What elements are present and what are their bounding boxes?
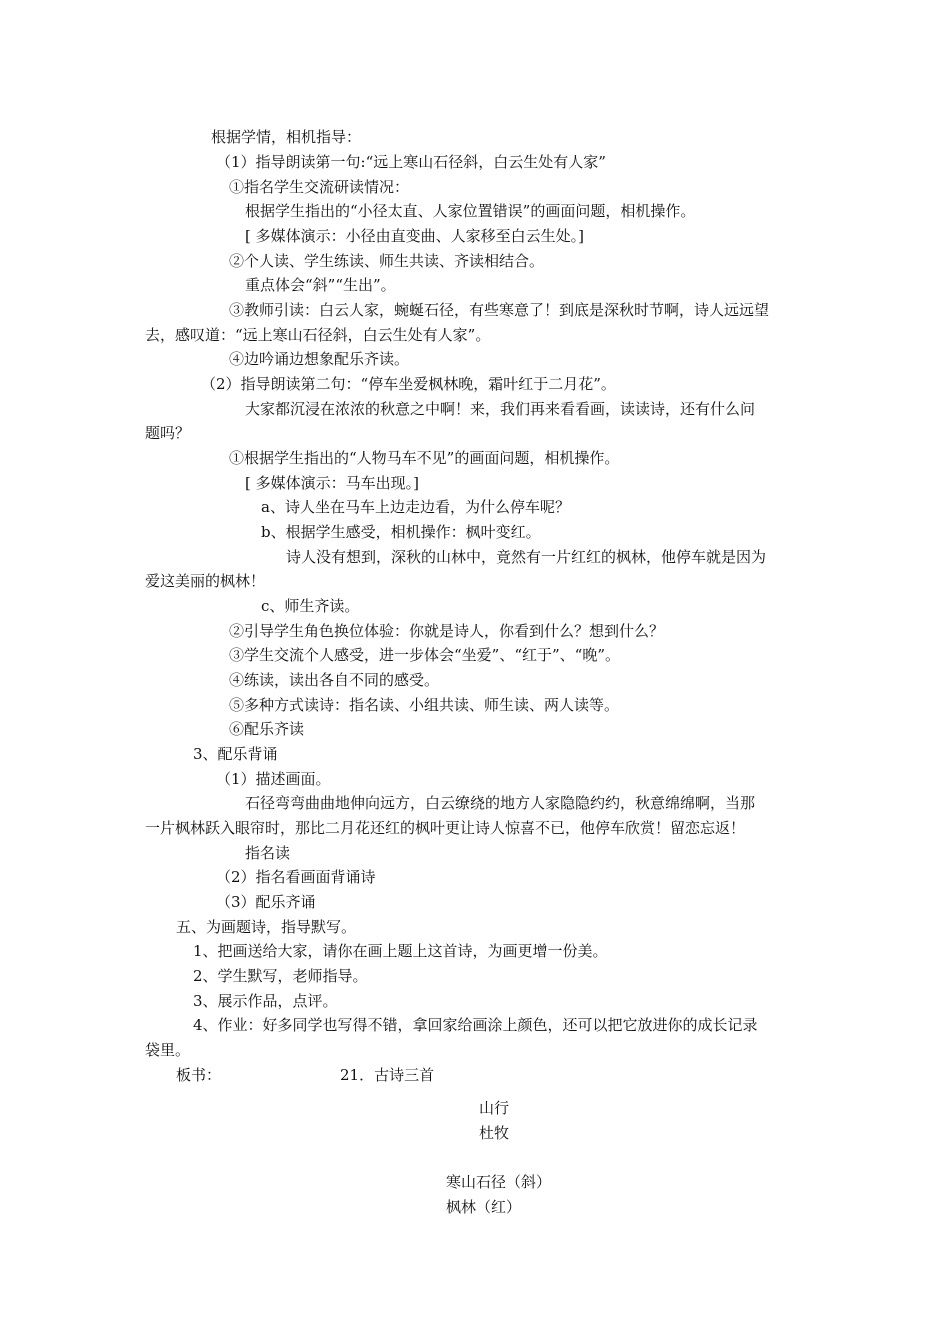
paragraph: 石径弯弯曲曲地伸向远方，白云缭绕的地方人家隐隐约约，秋意绵绵啊，当那 (245, 794, 756, 812)
paragraph: ④练读，读出各自不同的感受。 (229, 671, 440, 689)
paragraph: 一片枫林跃入眼帘时，那比二月花还红的枫叶更让诗人惊喜不已，他停车欣赏！留恋忘返！ (145, 819, 746, 837)
paragraph: c、师生齐读。 (261, 597, 360, 615)
paragraph: 大家都沉浸在浓浓的秋意之中啊！来，我们再来看看画，读读诗，还有什么问 (245, 400, 756, 418)
paragraph: 2、学生默写，老师指导。 (193, 967, 368, 985)
paragraph: 3、展示作品，点评。 (193, 992, 338, 1010)
paragraph: b、根据学生感受，相机操作：枫叶变红。 (261, 523, 541, 541)
paragraph: （1）指导朗读第一句:“远上寒山石径斜，白云生处有人家” (216, 153, 606, 171)
paragraph: ⑤多种方式读诗：指名读、小组共读、师生读、两人读等。 (229, 696, 620, 714)
paragraph: 题吗？ (145, 424, 191, 442)
paragraph: ①指名学生交流研读情况： (229, 178, 410, 196)
paragraph: （2）指导朗读第二句：“停车坐爱枫林晚，霜叶红于二月花”。 (201, 375, 616, 393)
paragraph: 4、作业：好多同学也写得不错，拿回家给画涂上颜色，还可以把它放进你的成长记录 (193, 1016, 758, 1034)
paragraph: ③教师引读：白云人家，蜿蜒石径，有些寒意了！到底是深秋时节啊，诗人远远望 (229, 301, 770, 319)
paragraph: （2）指名看画面背诵诗 (216, 868, 376, 886)
paragraph: 重点体会“斜”“生出”。 (245, 276, 396, 294)
board-label: 板书： (176, 1066, 222, 1084)
board-line: 枫林（红） (446, 1198, 522, 1216)
paragraph: （3）配乐齐诵 (216, 893, 316, 911)
paragraph: 去，感叹道：“远上寒山石径斜，白云生处有人家”。 (145, 326, 491, 344)
paragraph: 指名读 (245, 844, 291, 862)
section-heading: 五、为画题诗，指导默写。 (176, 918, 357, 936)
paragraph: ①根据学生指出的“人物马车不见”的画面问题，相机操作。 (229, 449, 620, 467)
paragraph: [ 多媒体演示：马车出现。] (245, 474, 419, 492)
paragraph: 袋里。 (145, 1041, 191, 1059)
board-heading: 21．古诗三首 (340, 1066, 435, 1084)
paragraph: （1）描述画面。 (216, 770, 331, 788)
poem-title: 山行 (479, 1099, 510, 1117)
paragraph: ②个人读、学生练读、师生共读、齐读相结合。 (229, 252, 545, 270)
paragraph: 诗人没有想到，深秋的山林中，竟然有一片红红的枫林，他停车就是因为 (286, 548, 767, 566)
paragraph: ⑥配乐齐读 (229, 720, 305, 738)
paragraph: ②引导学生角色换位体验：你就是诗人，你看到什么？想到什么？ (229, 622, 665, 640)
paragraph: ③学生交流个人感受，进一步体会“坐爱”、“红于”、“晚”。 (229, 646, 621, 664)
paragraph: ④边吟诵边想象配乐齐读。 (229, 350, 410, 368)
paragraph: a、诗人坐在马车上边走边看，为什么停车呢？ (261, 498, 570, 516)
board-line: 寒山石径（斜） (446, 1173, 552, 1191)
paragraph: 根据学生指出的“小径太直、人家位置错误”的画面问题，相机操作。 (245, 202, 696, 220)
poem-author: 杜牧 (479, 1124, 510, 1142)
paragraph: 3、配乐背诵 (193, 745, 278, 763)
paragraph: 爱这美丽的枫林！ (145, 572, 266, 590)
paragraph: 根据学情，相机指导： (211, 128, 362, 146)
paragraph: 1、把画送给大家，请你在画上题上这首诗，为画更增一份美。 (193, 942, 608, 960)
paragraph: [ 多媒体演示：小径由直变曲、人家移至白云生处。] (245, 227, 584, 245)
